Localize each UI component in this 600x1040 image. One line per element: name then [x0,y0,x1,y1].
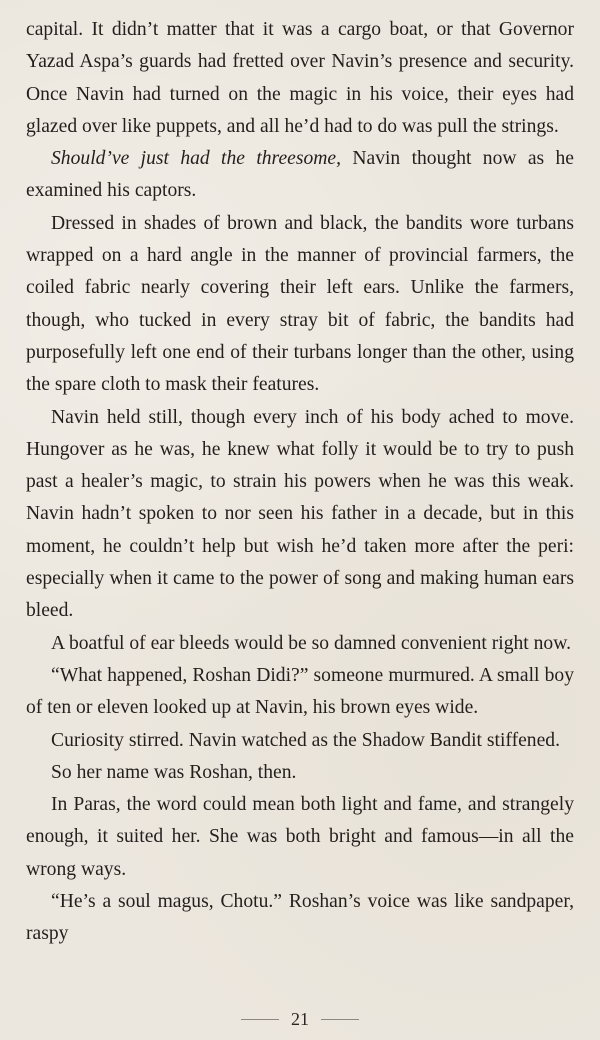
paragraph-3: Dressed in shades of brown and black, the bandits wore turbans wrapped on a hard angle in the manner of provincial farmers, the coiled fabric nearly covering their left ears. Unlike the farmers, though, who tucked in every stray bit of fabric, the bandits had purposefully left one end of their turbans longer than the other, using the spare cloth to mask their features. [26,212,574,396]
page-footer [0,1008,600,1030]
paragraph-2-italic-thought: Should’ve just had the threesome, [51,148,342,170]
left-footer-rule [241,1019,279,1020]
right-footer-rule [321,1019,359,1020]
paragraph-8: So her name was Roshan, then. [51,761,297,783]
page-body-text [26,14,574,951]
page-number: 21 [291,1009,309,1029]
paragraph-10: “He’s a soul magus, Chotu.” Roshan’s voice was like sandpaper, raspy [26,891,574,945]
paragraph-1: capital. It didn’t matter that it was a cargo boat, or that Governor Yazad Aspa’s guards had fretted over Navin’s presence and security. Once Navin had turned on the magic in his voice, their eyes had glazed over like puppets, and all he’d had to do was pull the strings. [26,19,574,137]
paragraph-7: Curiosity stirred. Navin watched as the Shadow Bandit stiffened. [51,729,560,751]
paragraph-5: A boatful of ear bleeds would be so damned convenient right now. [51,632,572,654]
paragraph-9: In Paras, the word could mean both light and fame, and strangely enough, it suited her. She was both bright and famous—in all the wrong ways. [26,794,574,880]
paragraph-4: Navin held still, though every inch of his body ached to move. Hungover as he was, he knew what folly it would be to try to push past a healer’s magic, to strain his powers when he was this weak. Navin hadn’t spoken to nor seen his father in a decade, but in this moment, he couldn’t help but wish he’d taken more after the peri: especially when it came to the power of song and making human ears bleed. [26,406,574,622]
paragraph-2-text: Navin thought now as he examined his captors. [26,148,574,202]
paragraph-6: “What happened, Roshan Didi?” someone murmured. A small boy of ten or eleven looked up at Navin, his brown eyes wide. [26,664,574,719]
paragraph-2 [26,143,574,208]
